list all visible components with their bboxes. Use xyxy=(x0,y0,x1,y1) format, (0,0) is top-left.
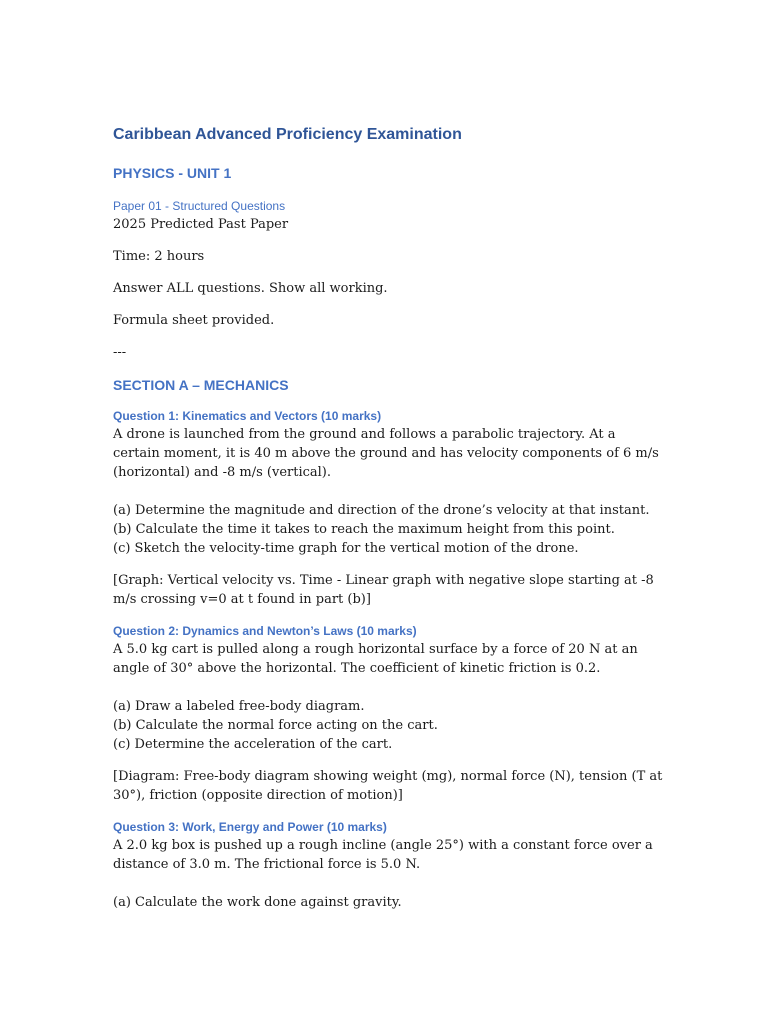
question-note: [Graph: Vertical velocity vs. Time - Linear graph with negative slope starting at -8 m/s crossing v=0 at t found in part (b)] xyxy=(113,573,654,607)
separator-text: --- xyxy=(113,345,127,360)
question-stem: A 2.0 kg box is pushed up a rough incline (angle 25°) with a constant force over a distance of 3.0 m. The frictional force is 5.0 N. xyxy=(113,838,653,872)
question-heading: Question 2: Dynamics and Newton’s Laws (10 marks) xyxy=(113,624,417,638)
question-part: (a) Calculate the work done against gravity. xyxy=(113,895,402,910)
paper-heading: Paper 01 - Structured Questions xyxy=(113,199,286,213)
question-part: (a) Draw a labeled free-body diagram. xyxy=(113,699,365,714)
document-page xyxy=(113,124,663,925)
question-note: [Diagram: Free-body diagram showing weight (mg), normal force (N), tension (T at 30°), friction (opposite direction of motion)] xyxy=(113,769,663,803)
question-part: (b) Calculate the normal force acting on the cart. xyxy=(113,718,438,733)
question-heading: Question 1: Kinematics and Vectors (10 marks) xyxy=(113,409,382,423)
formula-text: Formula sheet provided. xyxy=(113,313,275,328)
question-stem: A 5.0 kg cart is pulled along a rough horizontal surface by a force of 20 N at an angle of 30° above the horizontal. The coefficient of kinetic friction is 0.2. xyxy=(113,642,638,676)
question-1 xyxy=(113,407,663,609)
unit-heading: PHYSICS - UNIT 1 xyxy=(113,165,232,181)
instructions-text: Answer ALL questions. Show all working. xyxy=(113,281,388,296)
question-parts xyxy=(113,697,663,754)
question-part: (c) Sketch the velocity-time graph for the vertical motion of the drone. xyxy=(113,541,579,556)
question-parts xyxy=(113,501,663,558)
question-stem: A drone is launched from the ground and follows a parabolic trajectory. At a certain moment, it is 40 m above the ground and has velocity components of 6 m/s (horizontal) and -8 m/s (vertical). xyxy=(113,427,659,480)
section-heading: SECTION A – MECHANICS xyxy=(113,377,289,393)
question-3 xyxy=(113,818,663,912)
question-part: (a) Determine the magnitude and direction of the drone’s velocity at that instant. xyxy=(113,503,650,518)
time-text: Time: 2 hours xyxy=(113,249,205,264)
question-2 xyxy=(113,622,663,805)
question-parts xyxy=(113,893,663,912)
paper-subtitle: 2025 Predicted Past Paper xyxy=(113,217,289,232)
question-part: (c) Determine the acceleration of the cart. xyxy=(113,737,393,752)
question-part: (b) Calculate the time it takes to reach the maximum height from this point. xyxy=(113,522,615,537)
question-heading: Question 3: Work, Energy and Power (10 marks) xyxy=(113,820,387,834)
exam-title: Caribbean Advanced Proficiency Examination xyxy=(113,126,462,143)
